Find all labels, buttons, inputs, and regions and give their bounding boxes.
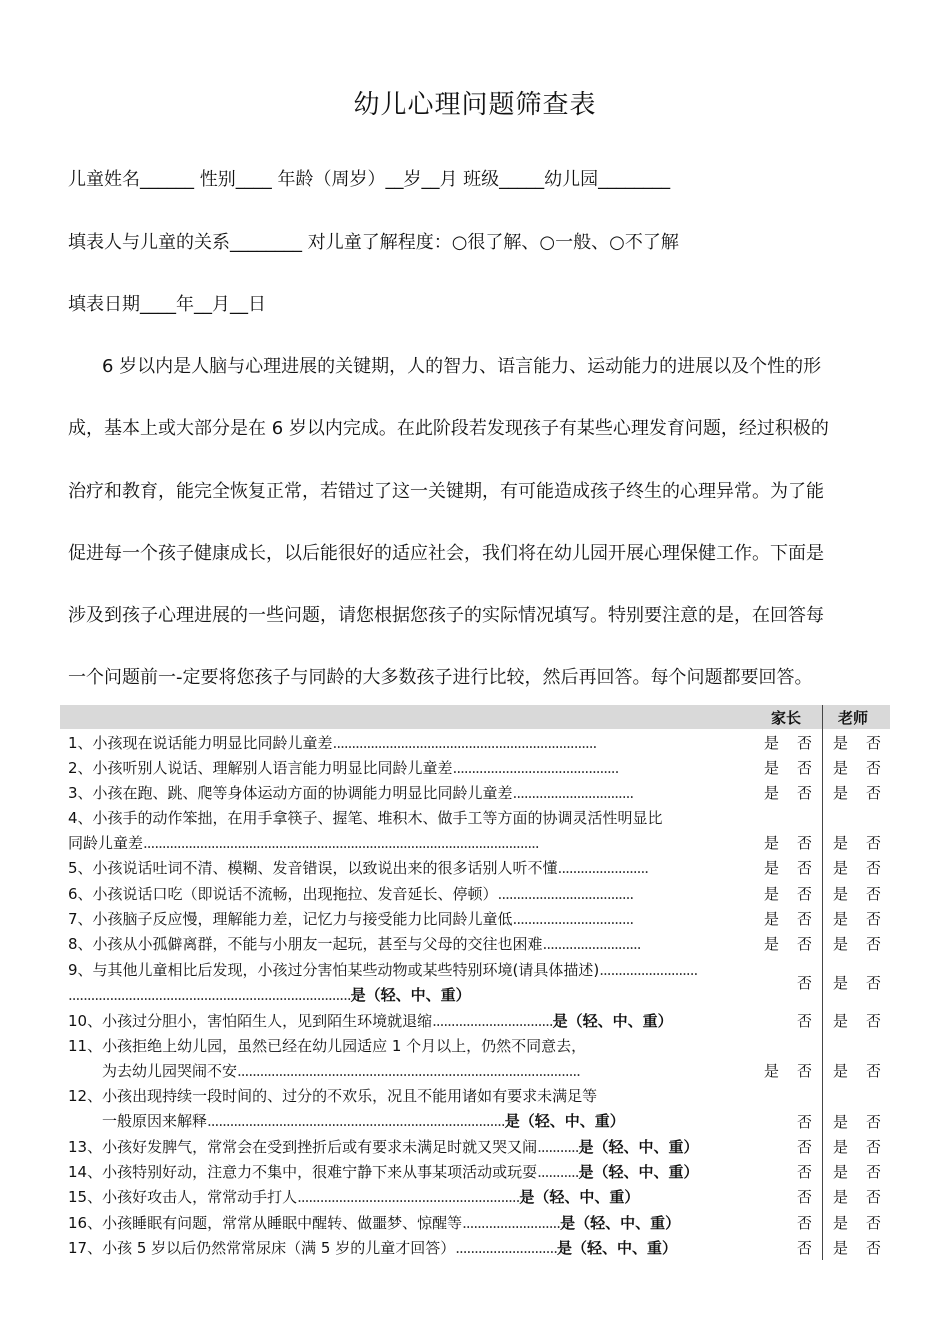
question-item-continued: ...........................................................................是（轻、中、重） <box>68 986 471 1004</box>
parent-no[interactable]: 否 <box>797 859 813 877</box>
parent-no[interactable]: 否 <box>797 1163 813 1181</box>
column-teacher: 老师 <box>838 709 869 727</box>
question-item-continued: 为去幼儿园哭闹不安........................................................................................... <box>102 1062 580 1080</box>
teacher-no[interactable]: 否 <box>866 734 882 752</box>
parent-no[interactable]: 否 <box>797 834 813 852</box>
teacher-no[interactable]: 否 <box>866 1214 882 1232</box>
parent-no[interactable]: 否 <box>797 974 813 992</box>
question-item: 13、小孩好发脾气，常常会在受到挫折后或有要求未满足时就又哭又闹...........是（轻、中、重） <box>68 1138 699 1156</box>
parent-no[interactable]: 否 <box>797 1188 813 1206</box>
teacher-no[interactable]: 否 <box>866 974 882 992</box>
teacher-no[interactable]: 否 <box>866 1163 882 1181</box>
teacher-yes[interactable]: 是 <box>833 935 849 953</box>
intro-line: 促进每一个孩子健康成长，以后能很好的适应社会，我们将在幼儿园开展心理保健工作。下面是 <box>68 543 824 564</box>
teacher-yes[interactable]: 是 <box>833 1214 849 1232</box>
teacher-yes[interactable]: 是 <box>833 1138 849 1156</box>
intro-line: 成，基本上或大部分是在 6 岁以内完成。在此阶段若发现孩子有某些心理发育问题，经过积极的 <box>68 418 829 439</box>
parent-no[interactable]: 否 <box>797 734 813 752</box>
question-item: 6、小孩说话口吃（即说话不流畅，出现拖拉、发音延长、停顿）.................................... <box>68 885 634 903</box>
teacher-no[interactable]: 否 <box>866 910 882 928</box>
teacher-yes[interactable]: 是 <box>833 974 849 992</box>
question-item: 4、小孩手的动作笨拙，在用手拿筷子、握笔、堆积木、做手工等方面的协调灵活性明显比 <box>68 809 663 827</box>
severity-option[interactable]: 是（轻、中、重） <box>560 1214 681 1232</box>
teacher-no[interactable]: 否 <box>866 1188 882 1206</box>
question-item: 3、小孩在跑、跳、爬等身体运动方面的协调能力明显比同龄儿童差................................ <box>68 784 634 802</box>
question-item: 15、小孩好攻击人，常常动手打人...........................................................是（轻、中、重） <box>68 1188 640 1206</box>
teacher-yes[interactable]: 是 <box>833 885 849 903</box>
form-line-relation: 填表人与儿童的关系________ 对儿童了解程度：○很了解、○一般、○不了解 <box>68 232 679 253</box>
question-item: 1、小孩现在说话能力明显比同龄儿童差...................................................................... <box>68 734 597 752</box>
teacher-no[interactable]: 否 <box>866 1012 882 1030</box>
teacher-yes[interactable]: 是 <box>833 859 849 877</box>
question-item: 10、小孩过分胆小，害怕陌生人，见到陌生环境就退缩................................是（轻、中、重） <box>68 1012 673 1030</box>
parent-no[interactable]: 否 <box>797 1214 813 1232</box>
intro-line: 治疗和教育，能完全恢复正常，若错过了这一关键期，有可能造成孩子终生的心理异常。为了能 <box>68 481 824 502</box>
teacher-yes[interactable]: 是 <box>833 1239 849 1257</box>
teacher-yes[interactable]: 是 <box>833 834 849 852</box>
teacher-yes[interactable]: 是 <box>833 784 849 802</box>
severity-option[interactable]: 是（轻、中、重） <box>578 1163 699 1181</box>
teacher-no[interactable]: 否 <box>866 784 882 802</box>
parent-yes[interactable]: 是 <box>764 910 780 928</box>
teacher-no[interactable]: 否 <box>866 759 882 777</box>
question-item: 12、小孩出现持续一段时间的、过分的不欢乐，况且不能用诸如有要求未满足等 <box>68 1087 598 1105</box>
parent-no[interactable]: 否 <box>797 759 813 777</box>
parent-no[interactable]: 否 <box>797 1012 813 1030</box>
question-item: 17、小孩 5 岁以后仍然常常尿床（满 5 岁的儿童才回答）...........................是（轻、中、重） <box>68 1239 678 1257</box>
teacher-no[interactable]: 否 <box>866 1062 882 1080</box>
question-item-continued: 一般原因来解释...............................................................................是（轻、中、重） <box>102 1112 625 1130</box>
teacher-no[interactable]: 否 <box>866 859 882 877</box>
question-item: 8、小孩从小孤僻离群，不能与小朋友一起玩，甚至与父母的交往也困难.......................... <box>68 935 641 953</box>
teacher-yes[interactable]: 是 <box>833 910 849 928</box>
question-item: 11、小孩拒绝上幼儿园，虽然已经在幼儿园适应 1 个月以上，仍然不同意去， <box>68 1037 587 1055</box>
teacher-no[interactable]: 否 <box>866 1239 882 1257</box>
severity-option[interactable]: 是（轻、中、重） <box>350 986 471 1004</box>
intro-line: 一个问题前一-定要将您孩子与同龄的大多数孩子进行比较，然后再回答。每个问题都要回答。 <box>68 667 813 688</box>
parent-yes[interactable]: 是 <box>764 834 780 852</box>
teacher-yes[interactable]: 是 <box>833 734 849 752</box>
parent-yes[interactable]: 是 <box>764 859 780 877</box>
parent-yes[interactable]: 是 <box>764 935 780 953</box>
severity-option[interactable]: 是（轻、中、重） <box>552 1012 673 1030</box>
question-item: 14、小孩特别好动，注意力不集中，很难宁静下来从事某项活动或玩耍...........是（轻、中、重） <box>68 1163 699 1181</box>
parent-no[interactable]: 否 <box>797 1239 813 1257</box>
column-divider <box>822 705 823 1260</box>
parent-yes[interactable]: 是 <box>764 885 780 903</box>
parent-yes[interactable]: 是 <box>764 784 780 802</box>
parent-no[interactable]: 否 <box>797 784 813 802</box>
form-line-child-info: 儿童姓名______ 性别____ 年龄（周岁）__岁__月 班级_____幼儿园________ <box>68 169 671 190</box>
table-header-bar <box>60 705 890 729</box>
teacher-no[interactable]: 否 <box>866 885 882 903</box>
teacher-yes[interactable]: 是 <box>833 1012 849 1030</box>
parent-no[interactable]: 否 <box>797 910 813 928</box>
question-item: 2、小孩听别人说话、理解别人语言能力明显比同龄儿童差............................................ <box>68 759 619 777</box>
form-line-date: 填表日期____年__月__日 <box>68 294 266 315</box>
teacher-no[interactable]: 否 <box>866 834 882 852</box>
teacher-yes[interactable]: 是 <box>833 1163 849 1181</box>
page-title: 幼儿心理问题筛查表 <box>353 90 597 120</box>
question-item-continued: 同龄儿童差......................................................................................................... <box>68 834 539 852</box>
parent-no[interactable]: 否 <box>797 1113 813 1131</box>
parent-no[interactable]: 否 <box>797 935 813 953</box>
question-item: 7、小孩脑子反应慢，理解能力差，记忆力与接受能力比同龄儿童低................................ <box>68 910 634 928</box>
teacher-no[interactable]: 否 <box>866 1138 882 1156</box>
parent-yes[interactable]: 是 <box>764 759 780 777</box>
teacher-yes[interactable]: 是 <box>833 1113 849 1131</box>
parent-no[interactable]: 否 <box>797 885 813 903</box>
teacher-yes[interactable]: 是 <box>833 1062 849 1080</box>
teacher-no[interactable]: 否 <box>866 1113 882 1131</box>
parent-no[interactable]: 否 <box>797 1062 813 1080</box>
severity-option[interactable]: 是（轻、中、重） <box>519 1188 640 1206</box>
column-parent: 家长 <box>771 709 802 727</box>
intro-line: 涉及到孩子心理进展的一些问题，请您根据您孩子的实际情况填写。特别要注意的是，在回答每 <box>68 605 824 626</box>
severity-option[interactable]: 是（轻、中、重） <box>557 1239 678 1257</box>
parent-no[interactable]: 否 <box>797 1138 813 1156</box>
parent-yes[interactable]: 是 <box>764 1062 780 1080</box>
parent-yes[interactable]: 是 <box>764 734 780 752</box>
question-item: 9、与其他儿童相比后发现，小孩过分害怕某些动物或某些特别环境(请具体描述).......................... <box>68 961 698 979</box>
intro-line: 6 岁以内是人脑与心理进展的关键期，人的智力、语言能力、运动能力的进展以及个性的形 <box>102 356 822 377</box>
question-item: 5、小孩说话吐词不清、模糊、发音错误，以致说出来的很多话别人听不懂........................ <box>68 859 648 877</box>
teacher-yes[interactable]: 是 <box>833 759 849 777</box>
teacher-yes[interactable]: 是 <box>833 1188 849 1206</box>
severity-option[interactable]: 是（轻、中、重） <box>504 1112 625 1130</box>
teacher-no[interactable]: 否 <box>866 935 882 953</box>
question-item: 16、小孩睡眠有问题，常常从睡眠中醒转、做噩梦、惊醒等..........................是（轻、中、重） <box>68 1214 681 1232</box>
severity-option[interactable]: 是（轻、中、重） <box>578 1138 699 1156</box>
